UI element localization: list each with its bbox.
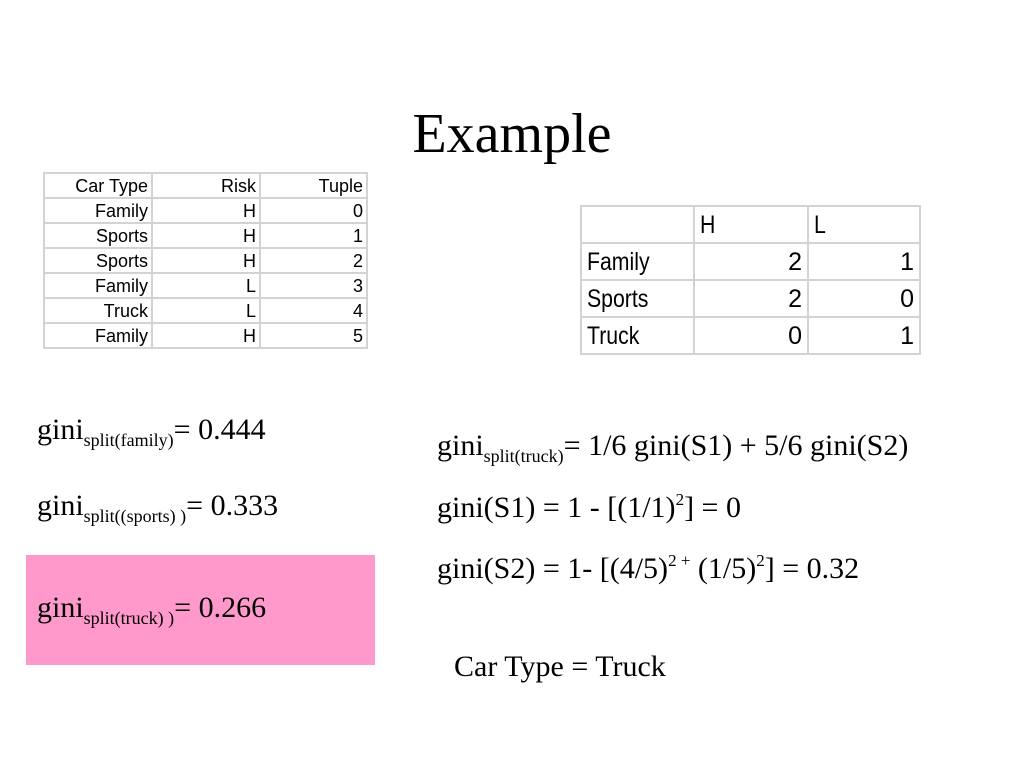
count-row-label: Sports	[581, 280, 694, 317]
table-row	[581, 243, 920, 280]
cell-tuple: 1	[260, 223, 367, 248]
cell-risk: L	[152, 298, 260, 323]
count-row-label: Truck	[581, 317, 694, 354]
cell-car-type: Truck	[44, 298, 152, 323]
table-row	[44, 323, 367, 348]
gini-split-truck-expansion: gini$_{split(truck)}$= 1/6 gini(S1) + 5/6 gini(S2)	[437, 429, 909, 466]
count-row-label: Family	[581, 243, 694, 280]
table-row	[44, 248, 367, 273]
gini-split-family-formula: gini$_{split(family)}$= 0.444	[37, 413, 266, 450]
car-risk-data-table	[43, 172, 368, 349]
cell-tuple: 4	[260, 298, 367, 323]
count-cell-l: 1	[808, 243, 920, 280]
cell-tuple: 3	[260, 273, 367, 298]
count-header-row	[581, 206, 920, 243]
table-header-row	[44, 173, 367, 198]
cell-tuple: 5	[260, 323, 367, 348]
gini-split-sports-formula: gini$_{split((sports) )}$= 0.333	[37, 489, 279, 526]
cell-risk: L	[152, 273, 260, 298]
column-header-car-type: Car Type	[44, 173, 152, 198]
count-cell-l: 0	[808, 280, 920, 317]
cell-tuple: 0	[260, 198, 367, 223]
table-row	[44, 298, 367, 323]
cell-car-type: Family	[44, 323, 152, 348]
count-header-h: H	[694, 206, 808, 243]
cell-car-type: Sports	[44, 223, 152, 248]
gini-split-truck-formula: gini$_{split(truck) )}$= 0.266	[37, 591, 267, 628]
cell-risk: H	[152, 248, 260, 273]
table-row	[44, 223, 367, 248]
cell-car-type: Sports	[44, 248, 152, 273]
cell-car-type: Family	[44, 273, 152, 298]
column-header-tuple: Tuple	[260, 173, 367, 198]
count-cell-h: 2	[694, 243, 808, 280]
slide-title: Example	[412, 103, 612, 165]
count-cell-l: 1	[808, 317, 920, 354]
risk-count-table	[580, 205, 921, 355]
count-header-l: L	[808, 206, 920, 243]
table-row	[581, 280, 920, 317]
cell-risk: H	[152, 198, 260, 223]
count-header-blank	[581, 206, 694, 243]
column-header-risk: Risk	[152, 173, 260, 198]
cell-risk: H	[152, 223, 260, 248]
cell-risk: H	[152, 323, 260, 348]
table-row	[44, 273, 367, 298]
cell-tuple: 2	[260, 248, 367, 273]
count-cell-h: 0	[694, 317, 808, 354]
cell-car-type: Family	[44, 198, 152, 223]
conclusion-text: Car Type = Truck	[454, 650, 666, 683]
gini-s2-formula: gini(S2) = 1- [$(4/5)^{2 +}$ $(1/5)^2] = 0.32$	[437, 551, 860, 585]
count-cell-h: 2	[694, 280, 808, 317]
table-row	[581, 317, 920, 354]
gini-s1-formula: gini(S1) = $1 - [(1/1)^2] = 0$	[437, 490, 741, 524]
table-row	[44, 198, 367, 223]
